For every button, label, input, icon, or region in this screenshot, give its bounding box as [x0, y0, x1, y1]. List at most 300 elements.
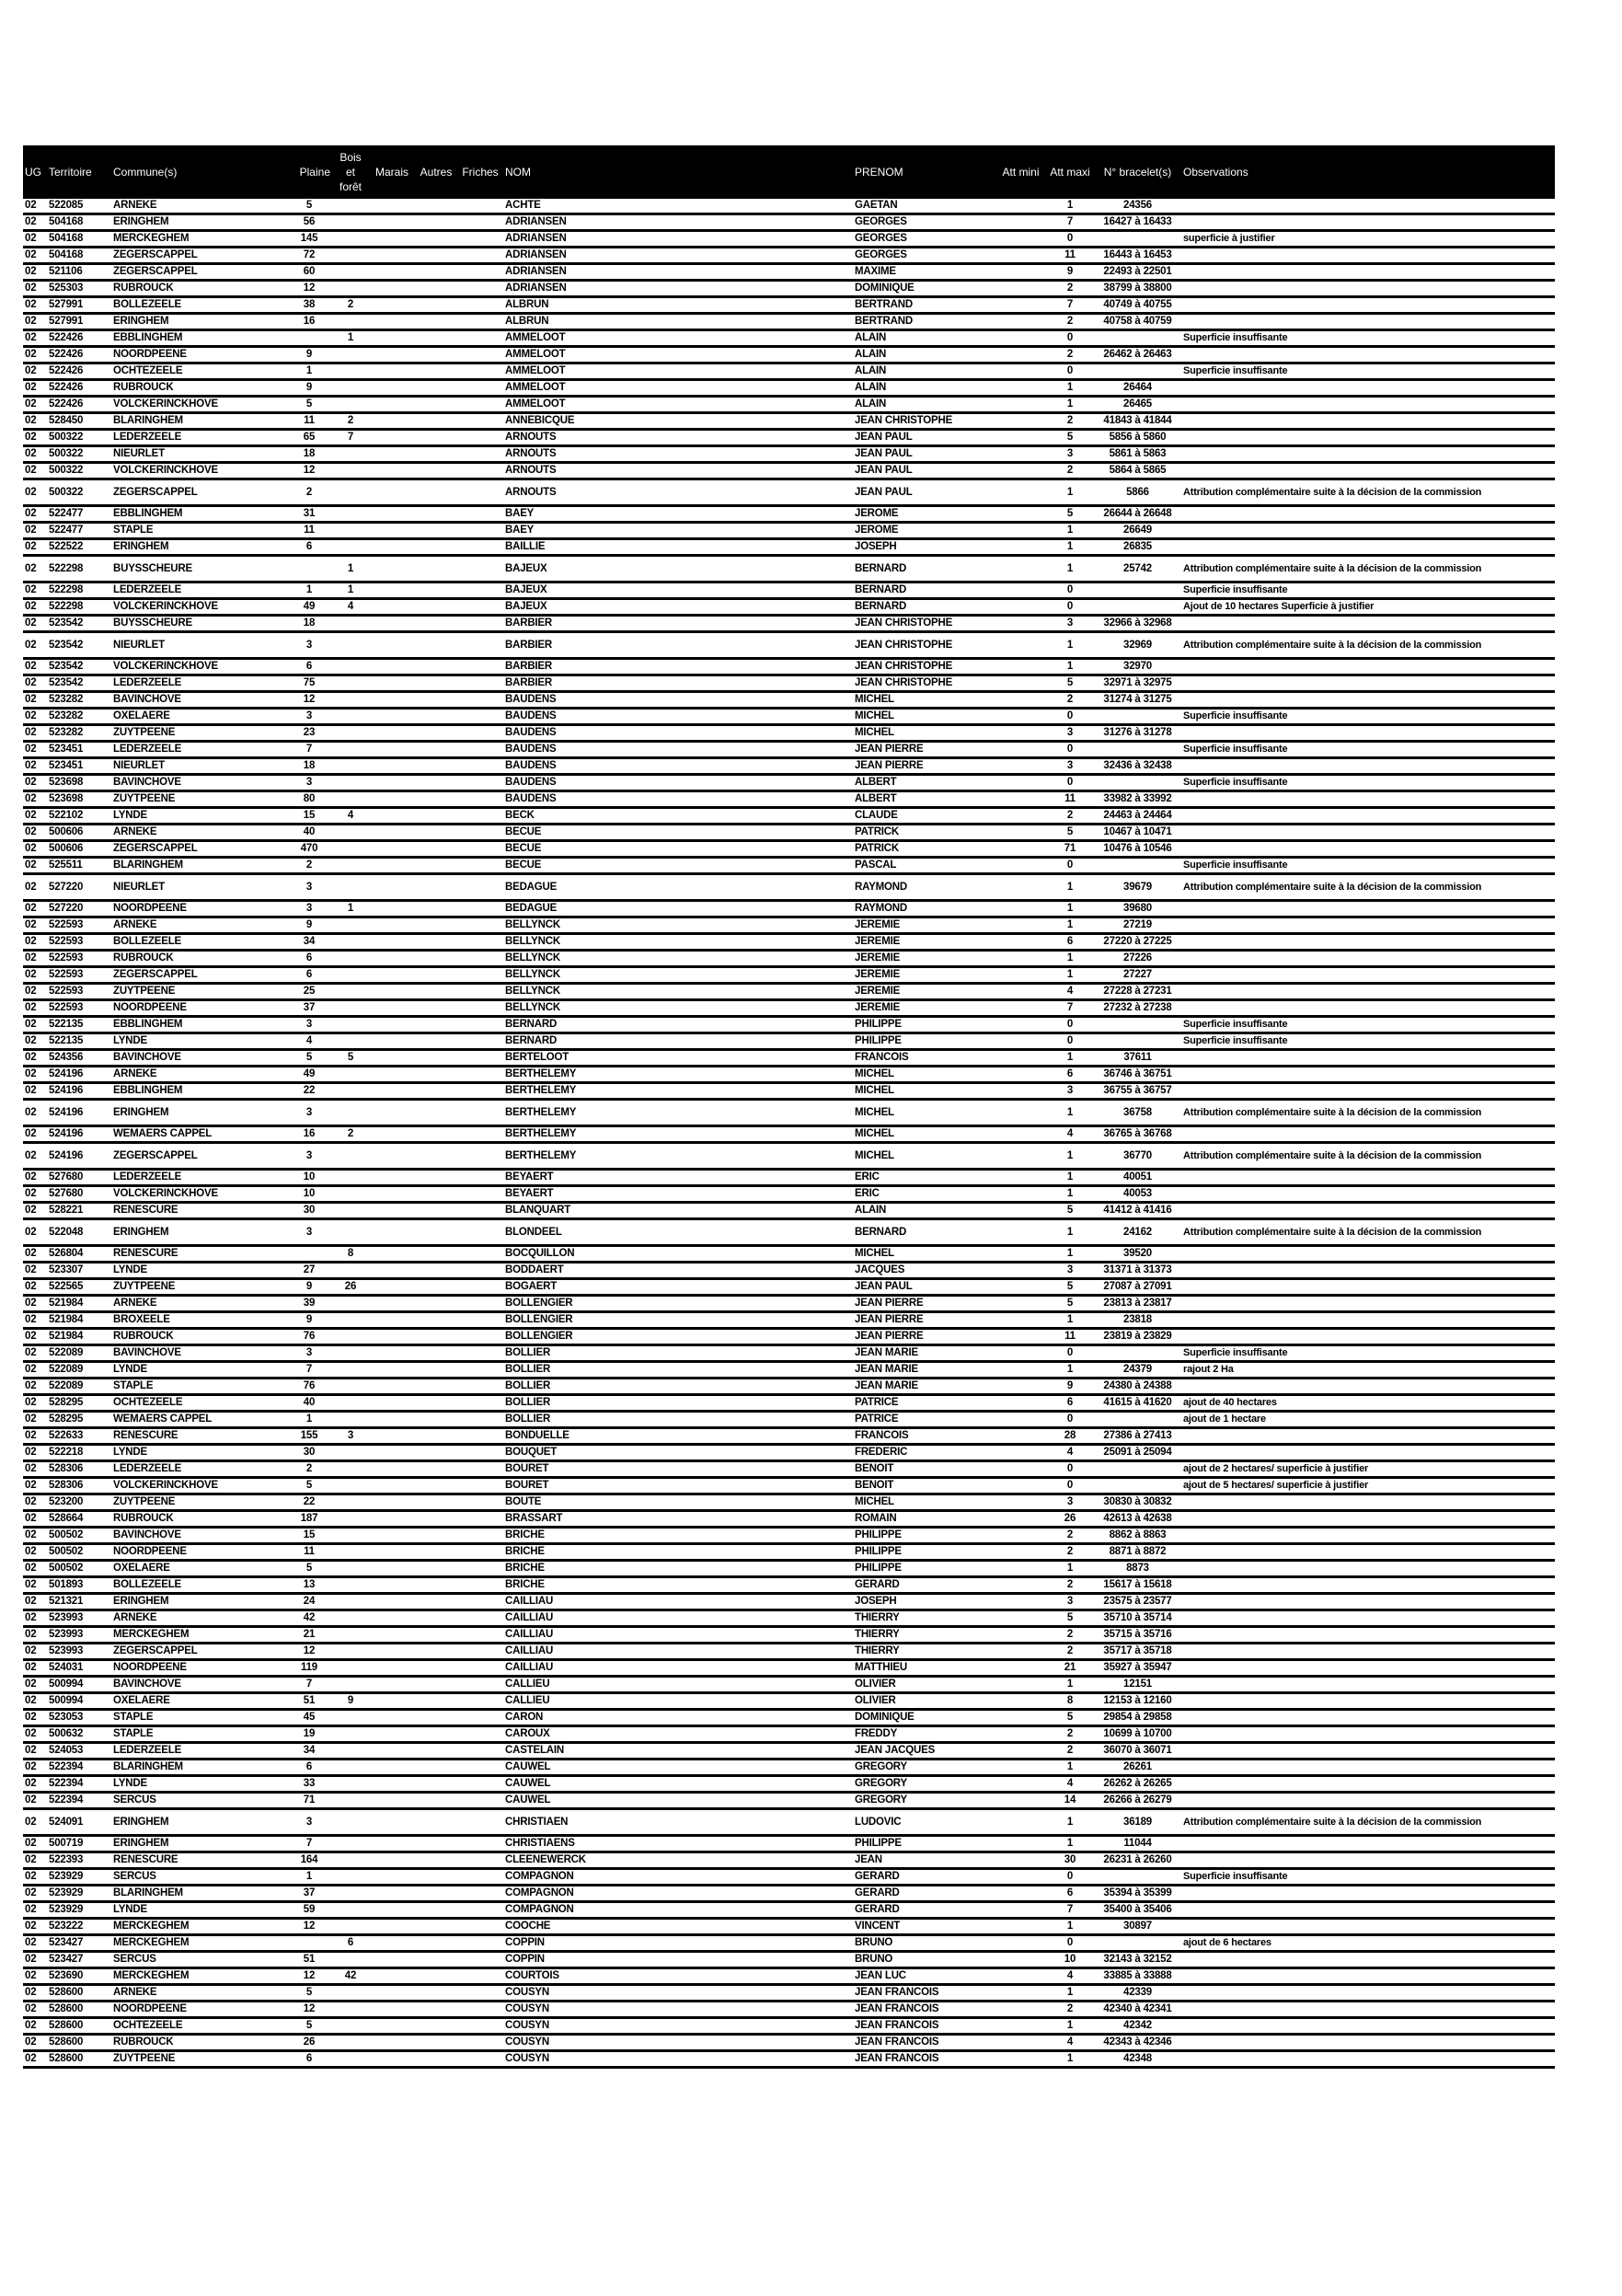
cell-prenom: JEROME: [853, 506, 995, 523]
cell-ug: 02: [23, 1461, 47, 1478]
cell-observations: ajout de 6 hectares: [1181, 1935, 1555, 1952]
table-row: [23, 347, 1555, 363]
cell-ug: 02: [23, 583, 47, 599]
cell-ug: 02: [23, 1312, 47, 1329]
cell-observations: [1181, 616, 1555, 632]
cell-plaine: 10: [286, 1170, 332, 1186]
cell-ug: 02: [23, 1561, 47, 1577]
cell-plaine: 51: [286, 1693, 332, 1710]
cell-att-maxi: 1: [1046, 380, 1094, 397]
cell-bois-et-foret: [332, 1610, 369, 1627]
cell-att-mini: [995, 1985, 1046, 2002]
cell-bracelets: 42342: [1094, 2018, 1181, 2035]
table-row: [23, 2051, 1555, 2068]
cell-observations: Superficie insuffisante: [1181, 742, 1555, 758]
cell-observations: Superficie insuffisante: [1181, 583, 1555, 599]
cell-prenom: JEAN: [853, 1852, 995, 1869]
cell-marais: [369, 1067, 415, 1083]
cell-att-mini: [995, 1660, 1046, 1677]
cell-marais: [369, 874, 415, 901]
cell-marais: [369, 825, 415, 841]
cell-att-maxi: 1: [1046, 1312, 1094, 1329]
cell-bracelets: 36765 à 36768: [1094, 1126, 1181, 1143]
cell-bois-et-foret: [332, 934, 369, 951]
cell-bracelets: 39679: [1094, 874, 1181, 901]
cell-plaine: 39: [286, 1296, 332, 1312]
cell-ug: 02: [23, 281, 47, 297]
cell-att-maxi: 4: [1046, 1126, 1094, 1143]
cell-nom: AMMELOOT: [503, 397, 853, 413]
cell-commune: ERINGHEM: [111, 1100, 286, 1126]
cell-friches: [457, 1677, 503, 1693]
cell-prenom: GREGORY: [853, 1776, 995, 1793]
cell-bois-et-foret: [332, 1362, 369, 1379]
cell-prenom: MICHEL: [853, 692, 995, 709]
cell-territoire: 525511: [47, 858, 111, 874]
cell-plaine: 9: [286, 380, 332, 397]
cell-territoire: 524196: [47, 1083, 111, 1100]
cell-observations: [1181, 1693, 1555, 1710]
table-row: [23, 1952, 1555, 1968]
cell-autres: [415, 1743, 457, 1759]
cell-autres: [415, 1919, 457, 1935]
cell-commune: LYNDE: [111, 1033, 286, 1050]
cell-prenom: JEAN MARIE: [853, 1345, 995, 1362]
table-header: [23, 145, 1555, 199]
cell-commune: BAVINCHOVE: [111, 1677, 286, 1693]
cell-friches: [457, 556, 503, 583]
cell-bois-et-foret: 9: [332, 1693, 369, 1710]
cell-plaine: 42: [286, 1610, 332, 1627]
cell-bracelets: 23575 à 23577: [1094, 1594, 1181, 1610]
cell-bois-et-foret: [332, 314, 369, 330]
cell-autres: [415, 984, 457, 1000]
cell-prenom: BERNARD: [853, 556, 995, 583]
cell-territoire: 500632: [47, 1726, 111, 1743]
cell-plaine: 6: [286, 539, 332, 556]
cell-commune: WEMAERS CAPPEL: [111, 1412, 286, 1428]
table-row: [23, 775, 1555, 791]
cell-prenom: JEAN CHRISTOPHE: [853, 616, 995, 632]
table-row: [23, 1594, 1555, 1610]
cell-att-maxi: 2: [1046, 1627, 1094, 1644]
cell-nom: ADRIANSEN: [503, 264, 853, 281]
cell-observations: [1181, 1743, 1555, 1759]
cell-nom: ARNOUTS: [503, 430, 853, 446]
cell-bracelets: 30830 à 30832: [1094, 1494, 1181, 1511]
cell-marais: [369, 1126, 415, 1143]
cell-ug: 02: [23, 1528, 47, 1544]
cell-bois-et-foret: 3: [332, 1428, 369, 1445]
cell-commune: ARNEKE: [111, 1610, 286, 1627]
cell-marais: [369, 1219, 415, 1246]
cell-friches: [457, 1809, 503, 1836]
cell-friches: [457, 1143, 503, 1170]
cell-ug: 02: [23, 1693, 47, 1710]
cell-bois-et-foret: [332, 1395, 369, 1412]
cell-commune: OCHTEZEELE: [111, 2018, 286, 2035]
cell-marais: [369, 967, 415, 984]
cell-att-mini: [995, 380, 1046, 397]
cell-att-maxi: 5: [1046, 825, 1094, 841]
cell-commune: ZUYTPEENE: [111, 725, 286, 742]
cell-ug: 02: [23, 616, 47, 632]
cell-plaine: 75: [286, 675, 332, 692]
cell-bracelets: 31276 à 31278: [1094, 725, 1181, 742]
table-row: [23, 758, 1555, 775]
cell-observations: [1181, 1329, 1555, 1345]
cell-nom: COUSYN: [503, 2051, 853, 2068]
cell-nom: BELLYNCK: [503, 917, 853, 934]
cell-friches: [457, 1100, 503, 1126]
cell-autres: [415, 1776, 457, 1793]
cell-observations: [1181, 984, 1555, 1000]
cell-ug: 02: [23, 1428, 47, 1445]
cell-observations: Attribution complémentaire suite à la décision de la commission: [1181, 479, 1555, 506]
header-bracelets: N° bracelet(s): [1094, 145, 1181, 199]
header-bois-line2: et: [345, 166, 355, 179]
cell-autres: [415, 1561, 457, 1577]
cell-prenom: PATRICE: [853, 1412, 995, 1428]
cell-plaine: 56: [286, 214, 332, 231]
cell-bois-et-foret: [332, 1143, 369, 1170]
cell-territoire: 523427: [47, 1952, 111, 1968]
cell-att-maxi: 6: [1046, 1395, 1094, 1412]
cell-nom: BRICHE: [503, 1561, 853, 1577]
cell-marais: [369, 1660, 415, 1677]
cell-bois-et-foret: [332, 709, 369, 725]
cell-prenom: JEAN PAUL: [853, 446, 995, 463]
cell-att-maxi: 1: [1046, 556, 1094, 583]
cell-friches: [457, 1919, 503, 1935]
cell-att-maxi: 1: [1046, 1836, 1094, 1852]
table-row: [23, 199, 1555, 214]
cell-bracelets: 41412 à 41416: [1094, 1203, 1181, 1219]
cell-observations: Superficie insuffisante: [1181, 1017, 1555, 1033]
cell-prenom: GREGORY: [853, 1759, 995, 1776]
cell-autres: [415, 1143, 457, 1170]
cell-bracelets: 16427 à 16433: [1094, 214, 1181, 231]
cell-att-maxi: 11: [1046, 1329, 1094, 1345]
cell-friches: [457, 675, 503, 692]
cell-friches: [457, 1644, 503, 1660]
cell-territoire: 500994: [47, 1693, 111, 1710]
cell-bois-et-foret: [332, 632, 369, 659]
cell-autres: [415, 1869, 457, 1886]
table-row: [23, 214, 1555, 231]
cell-prenom: ALAIN: [853, 397, 995, 413]
cell-bracelets: 36770: [1094, 1143, 1181, 1170]
cell-autres: [415, 1186, 457, 1203]
cell-nom: BEDAGUE: [503, 901, 853, 917]
cell-ug: 02: [23, 1083, 47, 1100]
cell-territoire: 500606: [47, 841, 111, 858]
cell-prenom: MICHEL: [853, 1143, 995, 1170]
cell-territoire: 504168: [47, 248, 111, 264]
header-observations: Observations: [1181, 145, 1555, 199]
cell-autres: [415, 1644, 457, 1660]
cell-friches: [457, 1902, 503, 1919]
cell-observations: [1181, 901, 1555, 917]
cell-prenom: MICHEL: [853, 725, 995, 742]
cell-bois-et-foret: [332, 616, 369, 632]
cell-marais: [369, 1726, 415, 1743]
cell-prenom: JEAN PAUL: [853, 479, 995, 506]
cell-bois-et-foret: [332, 951, 369, 967]
cell-observations: [1181, 725, 1555, 742]
cell-plaine: [286, 556, 332, 583]
cell-att-mini: [995, 363, 1046, 380]
cell-friches: [457, 2035, 503, 2051]
cell-att-maxi: 5: [1046, 506, 1094, 523]
cell-commune: EBBLINGHEM: [111, 1017, 286, 1033]
cell-att-maxi: 0: [1046, 1478, 1094, 1494]
cell-att-maxi: 1: [1046, 1050, 1094, 1067]
table-row: [23, 330, 1555, 347]
cell-autres: [415, 725, 457, 742]
cell-friches: [457, 1852, 503, 1869]
cell-att-mini: [995, 1329, 1046, 1345]
cell-bois-et-foret: 1: [332, 330, 369, 347]
cell-bracelets: [1094, 363, 1181, 380]
cell-territoire: 524031: [47, 1660, 111, 1677]
cell-plaine: 45: [286, 1710, 332, 1726]
cell-autres: [415, 363, 457, 380]
cell-marais: [369, 2002, 415, 2018]
cell-prenom: GERARD: [853, 1886, 995, 1902]
cell-att-mini: [995, 1776, 1046, 1793]
cell-ug: 02: [23, 1445, 47, 1461]
cell-att-mini: [995, 742, 1046, 758]
cell-bois-et-foret: 8: [332, 1246, 369, 1263]
cell-plaine: 19: [286, 1726, 332, 1743]
cell-plaine: 5: [286, 397, 332, 413]
cell-territoire: 524091: [47, 1809, 111, 1836]
cell-plaine: 11: [286, 1544, 332, 1561]
cell-plaine: 12: [286, 281, 332, 297]
cell-att-maxi: 1: [1046, 479, 1094, 506]
cell-att-mini: [995, 1726, 1046, 1743]
cell-nom: BAUDENS: [503, 725, 853, 742]
cell-bracelets: 24379: [1094, 1362, 1181, 1379]
table-row: [23, 1677, 1555, 1693]
cell-ug: 02: [23, 1362, 47, 1379]
table-row: [23, 1263, 1555, 1279]
cell-territoire: 523451: [47, 758, 111, 775]
cell-bois-et-foret: [332, 1919, 369, 1935]
cell-territoire: 523929: [47, 1869, 111, 1886]
cell-att-mini: [995, 1577, 1046, 1594]
cell-prenom: JEAN FRANCOIS: [853, 1985, 995, 2002]
cell-commune: NOORDPEENE: [111, 1000, 286, 1017]
cell-bracelets: 26261: [1094, 1759, 1181, 1776]
table-row: [23, 297, 1555, 314]
cell-friches: [457, 709, 503, 725]
cell-att-mini: [995, 281, 1046, 297]
cell-att-mini: [995, 1793, 1046, 1809]
cell-att-mini: [995, 1494, 1046, 1511]
cell-plaine: 5: [286, 1985, 332, 2002]
cell-plaine: 11: [286, 523, 332, 539]
cell-observations: [1181, 791, 1555, 808]
cell-nom: BOLLIER: [503, 1412, 853, 1428]
cell-att-maxi: 71: [1046, 841, 1094, 858]
cell-ug: 02: [23, 1494, 47, 1511]
cell-marais: [369, 1033, 415, 1050]
cell-friches: [457, 1577, 503, 1594]
cell-ug: 02: [23, 1279, 47, 1296]
cell-nom: AMMELOOT: [503, 347, 853, 363]
cell-nom: ARNOUTS: [503, 463, 853, 479]
cell-att-maxi: 3: [1046, 758, 1094, 775]
cell-territoire: 522298: [47, 556, 111, 583]
cell-prenom: JEAN PIERRE: [853, 1296, 995, 1312]
table-row: [23, 479, 1555, 506]
cell-ug: 02: [23, 1644, 47, 1660]
cell-commune: NOORDPEENE: [111, 2002, 286, 2018]
cell-commune: EBBLINGHEM: [111, 1083, 286, 1100]
cell-bracelets: 8862 à 8863: [1094, 1528, 1181, 1544]
cell-friches: [457, 199, 503, 214]
cell-prenom: GEORGES: [853, 231, 995, 248]
table-row: [23, 901, 1555, 917]
cell-autres: [415, 1428, 457, 1445]
cell-ug: 02: [23, 1000, 47, 1017]
cell-plaine: 1: [286, 1869, 332, 1886]
header-ug: UG: [23, 145, 47, 199]
cell-ug: 02: [23, 231, 47, 248]
cell-commune: ZEGERSCAPPEL: [111, 1143, 286, 1170]
cell-observations: Attribution complémentaire suite à la décision de la commission: [1181, 874, 1555, 901]
cell-commune: VOLCKERINCKHOVE: [111, 659, 286, 675]
cell-plaine: 33: [286, 1776, 332, 1793]
cell-friches: [457, 825, 503, 841]
cell-marais: [369, 2051, 415, 2068]
cell-nom: BRICHE: [503, 1577, 853, 1594]
cell-nom: BARBIER: [503, 659, 853, 675]
cell-autres: [415, 917, 457, 934]
cell-nom: ACHTE: [503, 199, 853, 214]
cell-commune: RENESCURE: [111, 1246, 286, 1263]
cell-plaine: 3: [286, 709, 332, 725]
cell-marais: [369, 1511, 415, 1528]
cell-plaine: 15: [286, 1528, 332, 1544]
cell-commune: NIEURLET: [111, 758, 286, 775]
cell-att-mini: [995, 2002, 1046, 2018]
cell-commune: BAVINCHOVE: [111, 692, 286, 709]
cell-nom: BARBIER: [503, 675, 853, 692]
cell-prenom: GAETAN: [853, 199, 995, 214]
cell-bracelets: 26464: [1094, 380, 1181, 397]
cell-prenom: DOMINIQUE: [853, 1710, 995, 1726]
cell-observations: [1181, 1577, 1555, 1594]
cell-commune: LEDERZEELE: [111, 675, 286, 692]
cell-bracelets: [1094, 1017, 1181, 1033]
cell-att-maxi: 0: [1046, 330, 1094, 347]
cell-prenom: JEREMIE: [853, 934, 995, 951]
cell-ug: 02: [23, 1793, 47, 1809]
cell-ug: 02: [23, 1395, 47, 1412]
cell-plaine: 72: [286, 248, 332, 264]
cell-nom: BOLLENGIER: [503, 1296, 853, 1312]
table-row: [23, 1428, 1555, 1445]
cell-autres: [415, 1726, 457, 1743]
cell-autres: [415, 2051, 457, 2068]
cell-bracelets: 35717 à 35718: [1094, 1644, 1181, 1660]
cell-marais: [369, 1246, 415, 1263]
cell-bois-et-foret: [332, 479, 369, 506]
cell-prenom: PHILIPPE: [853, 1033, 995, 1050]
table-row: [23, 1528, 1555, 1544]
table-row: [23, 1050, 1555, 1067]
cell-bracelets: 24356: [1094, 199, 1181, 214]
cell-bois-et-foret: [332, 264, 369, 281]
cell-commune: LYNDE: [111, 808, 286, 825]
cell-marais: [369, 1809, 415, 1836]
cell-friches: [457, 1935, 503, 1952]
table-row: [23, 934, 1555, 951]
table-row: [23, 1902, 1555, 1919]
cell-autres: [415, 1246, 457, 1263]
cell-commune: STAPLE: [111, 1726, 286, 1743]
cell-plaine: 25: [286, 984, 332, 1000]
cell-att-maxi: 7: [1046, 297, 1094, 314]
table-row: [23, 742, 1555, 758]
cell-autres: [415, 692, 457, 709]
cell-att-maxi: 10: [1046, 1952, 1094, 1968]
cell-att-mini: [995, 1428, 1046, 1445]
cell-bois-et-foret: [332, 1000, 369, 1017]
cell-nom: ADRIANSEN: [503, 248, 853, 264]
cell-att-maxi: 1: [1046, 1362, 1094, 1379]
cell-autres: [415, 314, 457, 330]
cell-bracelets: 27220 à 27225: [1094, 934, 1181, 951]
cell-nom: CAILLIAU: [503, 1660, 853, 1677]
cell-territoire: 522477: [47, 523, 111, 539]
cell-autres: [415, 967, 457, 984]
cell-att-maxi: 1: [1046, 1985, 1094, 2002]
cell-observations: [1181, 314, 1555, 330]
cell-nom: COPPIN: [503, 1952, 853, 1968]
cell-nom: BERTHELEMY: [503, 1083, 853, 1100]
cell-territoire: 523542: [47, 659, 111, 675]
cell-att-mini: [995, 2051, 1046, 2068]
cell-plaine: 16: [286, 314, 332, 330]
cell-att-mini: [995, 330, 1046, 347]
cell-nom: BLONDEEL: [503, 1219, 853, 1246]
cell-commune: MERCKEGHEM: [111, 1968, 286, 1985]
cell-commune: SERCUS: [111, 1952, 286, 1968]
cell-nom: BAJEUX: [503, 583, 853, 599]
cell-marais: [369, 199, 415, 214]
cell-commune: ZUYTPEENE: [111, 2051, 286, 2068]
cell-nom: BECK: [503, 808, 853, 825]
table-row: [23, 841, 1555, 858]
cell-commune: VOLCKERINCKHOVE: [111, 397, 286, 413]
cell-att-mini: [995, 675, 1046, 692]
cell-bracelets: 39520: [1094, 1246, 1181, 1263]
cell-autres: [415, 1219, 457, 1246]
cell-att-mini: [995, 1935, 1046, 1952]
cell-bracelets: 26465: [1094, 397, 1181, 413]
cell-observations: [1181, 430, 1555, 446]
cell-att-maxi: 3: [1046, 1083, 1094, 1100]
cell-territoire: 523282: [47, 692, 111, 709]
cell-bois-et-foret: [332, 1312, 369, 1329]
cell-observations: [1181, 1083, 1555, 1100]
cell-territoire: 522085: [47, 199, 111, 214]
cell-bracelets: 27386 à 27413: [1094, 1428, 1181, 1445]
